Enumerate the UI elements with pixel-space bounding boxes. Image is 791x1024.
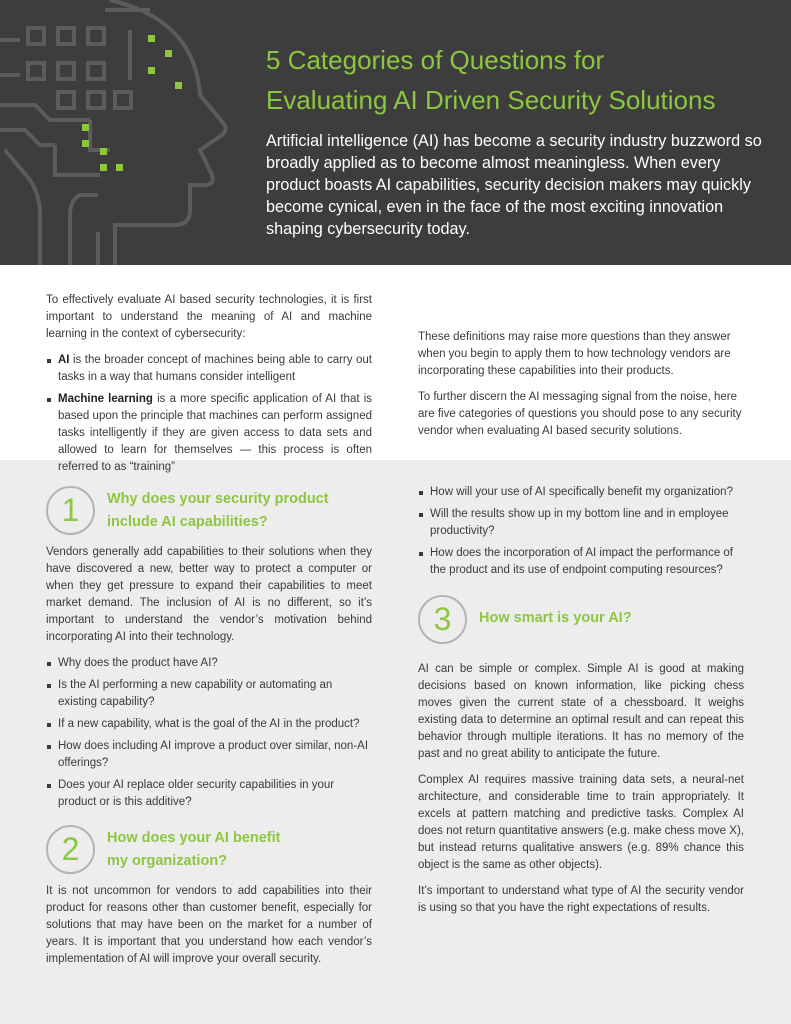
title-line: Evaluating AI Driven Security Solutions (266, 85, 716, 115)
question-item: If a new capability, what is the goal of the AI in the product? (46, 716, 372, 733)
header-banner (0, 0, 791, 265)
main-left-column (46, 486, 372, 977)
section-number-badge: 3 (418, 595, 467, 644)
intro-section (0, 265, 791, 473)
section-heading-1 (46, 486, 372, 538)
section-title-line: my organization? (107, 853, 228, 869)
ai-head-circuit-icon (0, 0, 250, 265)
section-title-line: How smart is your AI? (479, 610, 632, 626)
definition-text: is the broader concept of machines being able to carry out tasks in a way that humans consider intelligent (58, 354, 372, 383)
question-item: How does including AI improve a product over similar, non-AI offerings? (46, 738, 372, 772)
intro-right-column (418, 329, 744, 449)
section-body: AI can be simple or complex. Simple AI is good at making decisions based on known information, like picking chess moves given the current state of a chessboard. It weighs existing data to determine an optimal result and can repeat this behavior through multiple iterations. It has no memory of the past and no great ability to anticipate the future. (418, 663, 744, 760)
question-item: Is the AI performing a new capability or automating an existing capability? (46, 677, 372, 711)
question-item: How will your use of AI specifically benefit my organization? (418, 484, 744, 501)
section-body: It’s important to understand what type of AI the security vendor is using so that you have the right expectations of results. (418, 885, 744, 914)
section-title-line: How does your AI benefit (107, 830, 281, 846)
page-title (266, 40, 766, 120)
section-number-badge: 1 (46, 486, 95, 535)
section-title (107, 827, 280, 873)
definition-item (46, 352, 372, 386)
question-item: Why does the product have AI? (46, 655, 372, 672)
intro-paragraph: To further discern the AI messaging signal from the noise, here are five categories of questions you should pose to any security vendor when evaluating AI based security solutions. (418, 391, 742, 437)
question-list (46, 655, 372, 811)
section-body: It is not uncommon for vendors to add capabilities into their product for reasons other than customer benefit, especially for solutions that may have been on the market for a number of years. It is important that you understand how each vendor’s implementation of AI will improve your overall security. (46, 885, 372, 965)
question-list (418, 484, 744, 579)
section-number-badge: 2 (46, 825, 95, 874)
section-title (479, 607, 632, 630)
section-heading-2 (46, 825, 372, 877)
section-title-line: Why does your security product (107, 491, 329, 507)
definition-term: AI (58, 354, 70, 366)
definition-list (46, 352, 372, 476)
title-line: 5 Categories of Questions for (266, 45, 605, 75)
definition-text: is a more specific application of AI that is based upon the principle that machines can perform assigned tasks intelligently if they are given access to data sets and allowed to learn for themselves — this process is often referred to as “training” (58, 393, 373, 473)
definition-term: Machine learning (58, 393, 153, 405)
question-item: How does the incorporation of AI impact the performance of the product and its use of endpoint computing resources? (418, 545, 744, 579)
main-right-column (418, 484, 744, 926)
intro-paragraph: To effectively evaluate AI based security technologies, it is first important to understand the meaning of AI and machine learning in the context of cybersecurity: (46, 294, 372, 340)
question-item: Does your AI replace older security capabilities in your product or is this additive? (46, 777, 372, 811)
section-body: Complex AI requires massive training data sets, a neural-net architecture, and considerable time to train appropriately. It excels at pattern matching and predictive tasks. Complex AI does not return quantitative answers (e.g. make chess move X), but instead returns qualitative answers (e.g. 89% chance this object is the same as other objects). (418, 774, 744, 871)
intro-left-column (46, 292, 372, 485)
question-item: Will the results show up in my bottom line and in employee productivity? (418, 506, 744, 540)
intro-paragraph: These definitions may raise more questions than they answer when you begin to apply them to how technology vendors are incorporating these capabilities into their products. (418, 331, 731, 377)
lead-paragraph: Artificial intelligence (AI) has become a security industry buzzword so broadly applied as to become almost meaningless. When every product boasts AI capabilities, security decision makers may quickly become cynical, even in the face of the most exciting innovation shaping cybersecurity today. (266, 132, 762, 238)
section-heading-3 (418, 595, 744, 647)
section-title (107, 488, 329, 534)
definition-item (46, 391, 372, 476)
section-title-line: include AI capabilities? (107, 514, 268, 530)
section-body: Vendors generally add capabilities to their solutions when they have discovered a new, better way to protect a computer or when they get pressure to expand their capabilities to meet market demand. The inclusion of AI is no different, so it’s important to understand the vendor’s motivation behind incorporating AI into their technology. (46, 546, 372, 643)
